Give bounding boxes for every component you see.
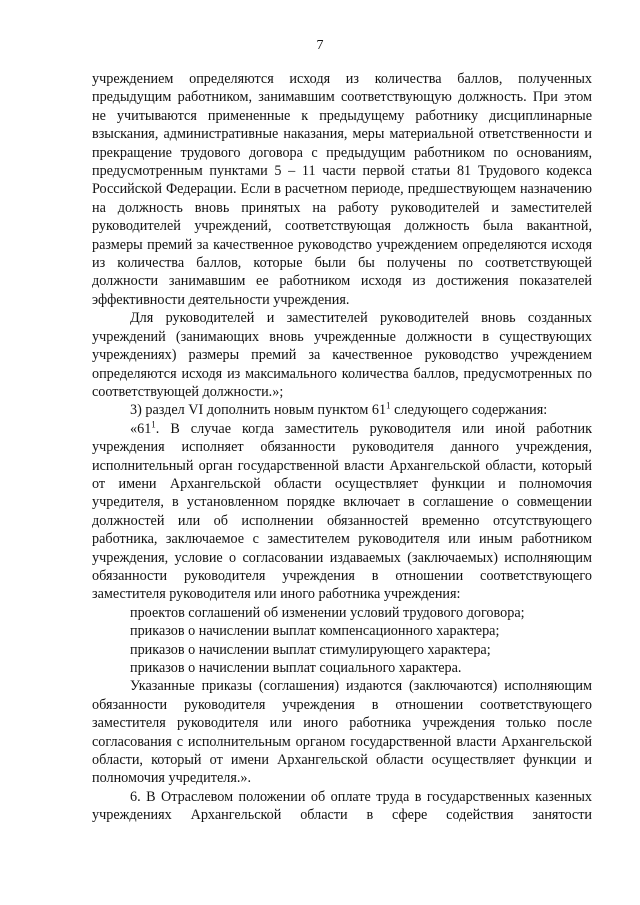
paragraph-point-61-1 [92,420,592,604]
paragraph-premium-calculation: учреждением определяются исходя из количества баллов, полученных предыдущим работником, занимавшим соответствующую должность. При этом не учитываются примененные к предыдущему работнику дисциплинарные взыскания, административные наказания, меры материальной ответственности и прекращение трудового договора с предыдущим работником по основаниям, предусмотренным пунктами 5 – 11 части первой статьи 81 Трудового кодекса Российской Федерации. Если в расчетном периоде, предшествующем назначению на должность вновь принятых на работу руководителей и заместителей руководителей учреждений, соответствующая должность была вакантной, размеры премий за качественное руководство учреждением определяются исходя из количества баллов, которые были бы получены по соответствующей должности занимавшим ее работником исходя из достижения показателей эффективности деятельности учреждения. [92,71,592,308]
superscript-1: 1 [386,400,391,411]
paragraph-approval-requirement: Указанные приказы (соглашения) издаются (заключаются) исполняющим обязанности руководителя учреждения в отношении соответствующего заместителя руководителя или иного работника учреждения только после согласования с исполнительным органом государственной власти Архангельской области, который от имени Архангельской области осуществляет функции и полномочия учредителя.». [92,678,592,787]
paragraph-section-vi-amendment [92,401,592,419]
point-superscript: 1 [151,418,156,429]
document-body [92,70,592,825]
paragraph-new-institutions: Для руководителей и заместителей руководителей вновь созданных учреждений (занимающих вновь учрежденные должности в существующих учреждениях) размеры премий за качественное руководство учреждением определяются исходя из максимального количества баллов, предусмотренных по соответствующей должности.»; [92,310,592,400]
point-number: «61 [130,420,152,437]
point-text: . В случае когда заместитель руководителя или иной работник учреждения исполняет обязанности руководителя данного учреждения, исполнительный орган государственной власти Архангельской области, который от имени Архангельской области осуществляет функции и полномочия учредителя, в установленном порядке включает в соглашение о совмещении должностей или об исполнении обязанностей временно отсутствующего работника, заключаемое с заместителем руководителя или иным работником учреждения, условие о согласовании издаваемых (заключаемых) исполняющим обязанности руководителя учреждения в отношении соответствующего заместителя руководителя или иного работника учреждения: [92,420,592,603]
page-number: 7 [316,38,324,53]
list-item-incentive-orders: приказов о начислении выплат стимулирующего характера; [130,641,491,658]
list-item-social-orders: приказов о начислении выплат социального характера. [130,660,462,676]
paragraph-employment-regulation: 6. В Отраслевом положении об оплате труда в государственных казенных учреждениях Архангельской области в сфере содействия занятости [92,788,592,824]
amendment-text-start: 3) раздел VI дополнить новым пунктом 61 [130,402,387,419]
list-item-compensation-orders: приказов о начислении выплат компенсационного характера; [130,623,500,640]
amendment-text-end: следующего содержания: [390,402,548,419]
list-item-contract-drafts: проектов соглашений об изменении условий трудового договора; [130,604,525,621]
